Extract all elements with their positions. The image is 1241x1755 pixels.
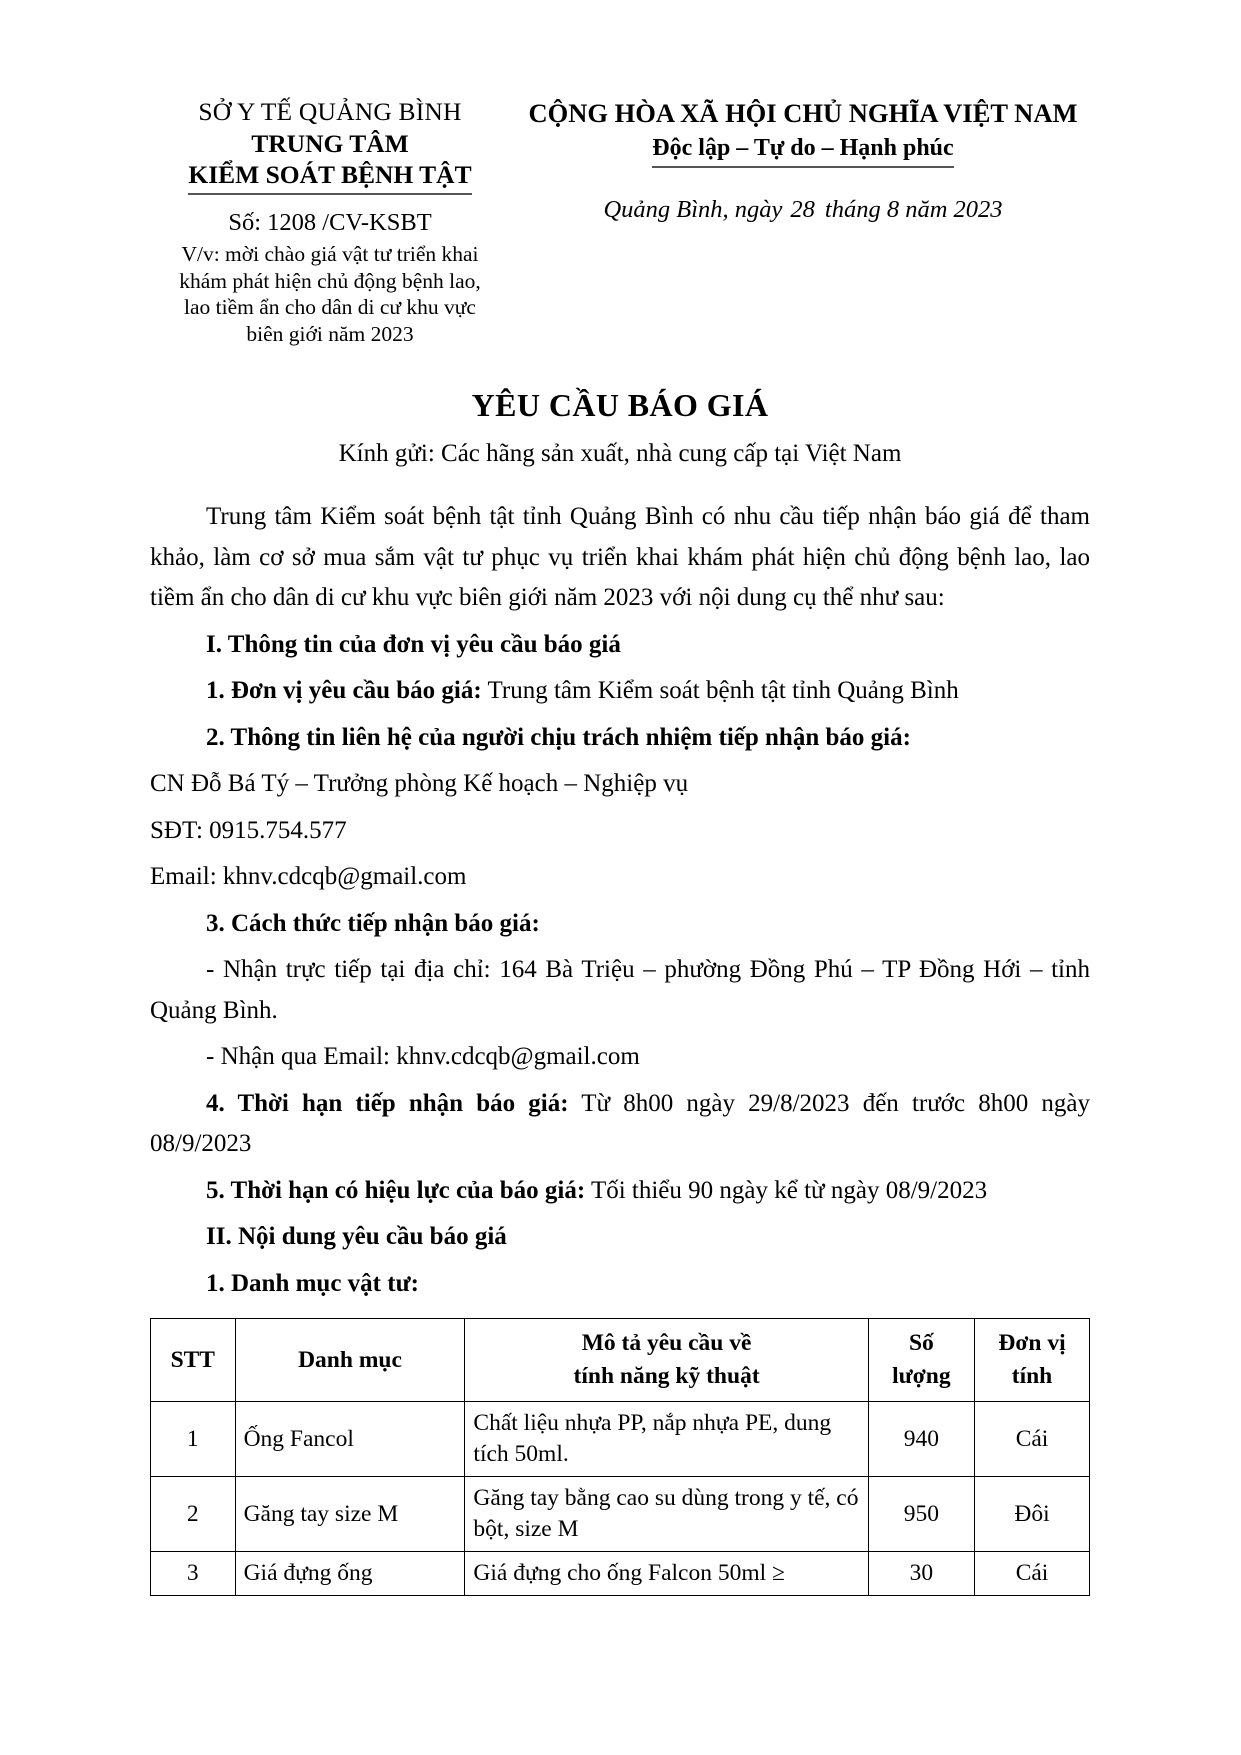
cell-stt: 2: [151, 1477, 236, 1552]
national-title: CỘNG HÒA XÃ HỘI CHỦ NGHĨA VIỆT NAM: [528, 98, 1078, 128]
section-i-item-3-line-2: - Nhận qua Email: khnv.cdcqb@gmail.com: [206, 1043, 640, 1070]
department-name: SỞ Y TẾ QUẢNG BÌNH: [198, 97, 462, 126]
cell-unit: Đôi: [975, 1477, 1090, 1552]
section-i-item-1-label: 1. Đơn vị yêu cầu báo giá:: [206, 677, 482, 704]
section-i-heading: [150, 625, 1090, 666]
col-header-description-l1: Mô tả yêu cầu về: [581, 1330, 752, 1356]
subject-line-1: V/v: mời chào giá vật tư triển khai: [181, 242, 479, 266]
contact-phone: SĐT: 0915.754.577: [150, 816, 347, 844]
section-ii-heading: [150, 1217, 1090, 1258]
issuing-organization-block: [150, 96, 510, 347]
table-header-row: [151, 1319, 1090, 1402]
section-ii-item-1-label: 1. Danh mục vật tư:: [206, 1269, 419, 1297]
col-header-unit-l1: Đơn vị: [998, 1330, 1066, 1356]
col-header-stt: [151, 1319, 236, 1402]
section-i-item-4: [150, 1084, 1090, 1165]
document-subject: [150, 241, 510, 347]
section-i-item-4-value: Từ 8h00 ngày 29/8/2023 đến trước 8h00 ngày 08/9/2023: [150, 1089, 1090, 1157]
cell-description: Giá đựng cho ống Falcon 50ml ≥: [465, 1552, 868, 1596]
cell-stt: 1: [151, 1402, 236, 1477]
section-i-item-3: [150, 904, 1090, 945]
section-i-heading-text: I. Thông tin của đơn vị yêu cầu báo giá: [206, 630, 621, 658]
section-i-item-1: [150, 671, 1090, 712]
section-i-item-2: [150, 718, 1090, 759]
table-row: [151, 1402, 1090, 1477]
table-row: [151, 1552, 1090, 1596]
page-title: YÊU CẦU BÁO GIÁ: [471, 387, 769, 423]
center-name-line2: KIỂM SOÁT BỆNH TẬT: [188, 159, 471, 195]
cell-quantity: 950: [868, 1477, 974, 1552]
section-i-item-3-line-1: - Nhận trực tiếp tại địa chỉ: 164 Bà Triệu – phường Đồng Phú – TP Đồng Hới – tỉnh Quảng Bình.: [150, 956, 1090, 1024]
subject-line-2: khám phát hiện chủ động bệnh lao,: [179, 268, 481, 293]
cell-description: Chất liệu nhựa PP, nắp nhựa PE, dung tích 50ml.: [465, 1402, 868, 1477]
col-header-quantity: [868, 1319, 974, 1402]
date-prefix: Quảng Bình, ngày: [603, 196, 783, 223]
section-i-item-2-label: 2. Thông tin liên hệ của người chịu trách nhiệm tiếp nhận báo giá:: [206, 723, 911, 751]
national-motto: Độc lập – Tự do – Hạnh phúc: [652, 132, 953, 168]
cell-unit: Cái: [975, 1402, 1090, 1477]
col-header-unit: [975, 1319, 1090, 1402]
document-content: [150, 96, 1090, 1596]
cell-unit: Cái: [975, 1552, 1090, 1596]
contact-name: CN Đỗ Bá Tý – Trưởng phòng Kế hoạch – Nghiệp vụ: [150, 770, 689, 797]
date-day: 28: [790, 196, 815, 223]
section-i-item-5-label: 5. Thời hạn có hiệu lực của báo giá:: [206, 1176, 586, 1204]
section-i-item-1-value: Trung tâm Kiểm soát bệnh tật tỉnh Quảng Bình: [487, 677, 959, 704]
section-i-item-3-label: 3. Cách thức tiếp nhận báo giá:: [206, 909, 540, 937]
section-i-item-5: [150, 1171, 1090, 1212]
contact-email: Email: khnv.cdcqb@gmail.com: [150, 863, 467, 890]
col-header-quantity-l2: lượng: [892, 1363, 951, 1389]
section-i-item-5-value: Tối thiểu 90 ngày kể từ ngày 08/9/2023: [590, 1176, 988, 1204]
center-name-line1: TRUNG TÂM: [251, 129, 409, 158]
table-row: [151, 1477, 1090, 1552]
col-header-quantity-l1: Số: [908, 1330, 934, 1356]
intro-paragraph: Trung tâm Kiểm soát bệnh tật tỉnh Quảng Bình có nhu cầu tiếp nhận báo giá để tham khảo, làm cơ sở mua sắm vật tư phục vụ triển khai khám phát hiện chủ động bệnh lao, lao tiềm ẩn cho dân di cư khu vực biên giới năm 2023 với nội dung cụ thể như sau:: [150, 503, 1090, 611]
col-header-category: [235, 1319, 465, 1402]
section-i-item-4-label: 4. Thời hạn tiếp nhận báo giá:: [206, 1089, 569, 1117]
place-and-date: [516, 194, 1090, 226]
subject-line-3: lao tiềm ẩn cho dân di cư khu vực: [184, 295, 476, 319]
cell-quantity: 940: [868, 1402, 974, 1477]
col-header-unit-l2: tính: [1011, 1363, 1053, 1389]
cell-description: Găng tay bằng cao su dùng trong y tế, có bột, size M: [465, 1477, 868, 1552]
col-header-description-l2: tính năng kỹ thuật: [573, 1363, 760, 1389]
document-number: Số: 1208 /CV-KSBT: [228, 209, 432, 236]
materials-table: [150, 1318, 1090, 1596]
cell-category: Ống Fancol: [235, 1402, 465, 1477]
date-month-year: tháng 8 năm 2023: [824, 196, 1003, 223]
section-ii-item-1: [150, 1264, 1090, 1305]
document-header: [150, 96, 1090, 347]
national-heading-block: [510, 96, 1090, 226]
cell-stt: 3: [151, 1552, 236, 1596]
section-ii-heading-text: II. Nội dung yêu cầu báo giá: [206, 1223, 507, 1250]
subject-line-4: biên giới năm 2023: [246, 321, 414, 346]
col-header-stt-l1: STT: [170, 1346, 215, 1373]
cell-category: Găng tay size M: [235, 1477, 465, 1552]
col-header-description: [465, 1319, 868, 1402]
cell-quantity: 30: [868, 1552, 974, 1596]
recipient-line: Kính gửi: Các hãng sản xuất, nhà cung cấp tại Việt Nam: [338, 440, 902, 467]
cell-category: Giá đựng ống: [235, 1552, 465, 1596]
col-header-category-l1: Danh mục: [298, 1346, 402, 1373]
